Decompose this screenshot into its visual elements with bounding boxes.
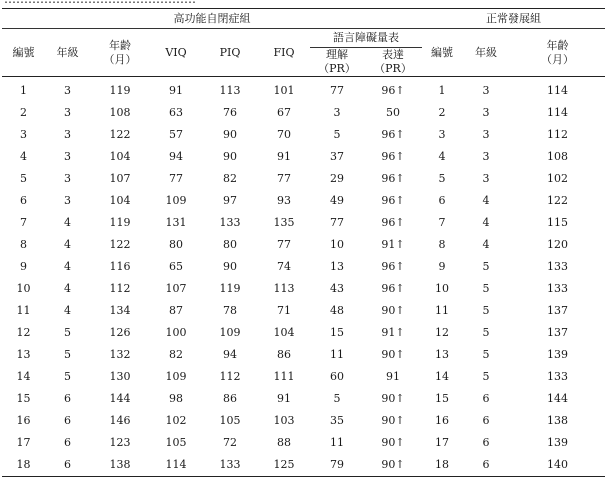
cell-td-id: 4 bbox=[438, 150, 446, 163]
cell-td-age-months: 120 bbox=[547, 238, 568, 251]
cell-id: 7 bbox=[20, 216, 27, 229]
cell-grade: 3 bbox=[64, 106, 71, 119]
cell-viq: 109 bbox=[165, 370, 187, 383]
cell-td-grade: 3 bbox=[482, 106, 490, 119]
cell-id: 3 bbox=[20, 128, 27, 141]
cell-id: 1 bbox=[20, 84, 27, 97]
cell-td-id: 14 bbox=[435, 370, 449, 383]
cell-fiq: 111 bbox=[273, 370, 295, 383]
cell-viq: 77 bbox=[169, 172, 183, 185]
cell-piq: 90 bbox=[223, 260, 237, 273]
cell-viq: 82 bbox=[169, 348, 183, 361]
cell-fiq: 74 bbox=[277, 260, 291, 273]
cell-comprehension-pr: 5 bbox=[333, 392, 341, 405]
col-header-fiq: FIQ bbox=[258, 29, 310, 77]
cell-fiq: 103 bbox=[273, 414, 295, 427]
cell-td-grade: 5 bbox=[482, 260, 490, 273]
cell-piq: 72 bbox=[223, 436, 237, 449]
cell-td-id: 13 bbox=[435, 348, 449, 361]
cell-id: 14 bbox=[16, 370, 31, 383]
cell-fiq: 88 bbox=[277, 436, 291, 449]
cell-td-grade: 4 bbox=[482, 238, 490, 251]
col-header-id: 編號 bbox=[2, 29, 45, 77]
cell-id: 18 bbox=[2, 454, 45, 477]
cell-age-months: 134 bbox=[109, 304, 131, 317]
cell-age-months: 119 bbox=[109, 216, 131, 229]
cell-comprehension-pr: 11 bbox=[330, 436, 344, 449]
cell-age-months: 112 bbox=[109, 282, 131, 295]
cell-td-id: 1 bbox=[438, 84, 446, 97]
cell-comprehension-pr: 49 bbox=[330, 194, 344, 207]
cell-id: 17 bbox=[16, 436, 31, 449]
cell-expression-pr: 96↑ bbox=[381, 260, 405, 273]
cell-piq: 80 bbox=[223, 238, 237, 251]
cell-id: 11 bbox=[16, 304, 31, 317]
cell-id: 16 bbox=[16, 414, 31, 427]
cell-td-grade: 3 bbox=[482, 128, 490, 141]
cell-comprehension-pr: 60 bbox=[330, 370, 344, 383]
table-row bbox=[2, 190, 605, 212]
cell-td-id: 5 bbox=[438, 172, 446, 185]
cell-age-months: 130 bbox=[109, 370, 131, 383]
cell-age-months: 122 bbox=[109, 128, 131, 141]
cell-td-age-months: 114 bbox=[547, 106, 568, 119]
cell-td-id: 9 bbox=[438, 260, 446, 273]
cell-expression-pr: 96↑ bbox=[381, 194, 405, 207]
cell-viq: 98 bbox=[169, 392, 183, 405]
col-header-td-age-line1: 年齡 bbox=[546, 38, 569, 52]
table-row bbox=[2, 410, 605, 432]
cell-td-id: 18 bbox=[422, 454, 462, 477]
cell-expression-pr: 96↑ bbox=[381, 150, 405, 163]
cell-expression-pr: 91↑ bbox=[381, 326, 405, 339]
cell-comprehension-pr: 43 bbox=[330, 282, 344, 295]
cell-piq: 105 bbox=[219, 414, 241, 427]
cell-id: 13 bbox=[16, 348, 31, 361]
cell-viq: 131 bbox=[165, 216, 187, 229]
cell-td-grade: 5 bbox=[482, 326, 490, 339]
cell-grade: 4 bbox=[64, 282, 71, 295]
language-scale-header: 語言障礙量表 bbox=[310, 29, 422, 48]
table-caption-text bbox=[4, 0, 196, 6]
cell-grade: 3 bbox=[64, 150, 71, 163]
cell-td-grade: 6 bbox=[482, 414, 490, 427]
cell-td-grade: 6 bbox=[482, 392, 490, 405]
cell-td-age-months: 112 bbox=[547, 128, 568, 141]
table-row bbox=[2, 322, 605, 344]
cell-fiq: 86 bbox=[277, 348, 291, 361]
cell-td-id: 12 bbox=[435, 326, 449, 339]
participant-table bbox=[2, 8, 605, 477]
cell-age-months: 126 bbox=[109, 326, 131, 339]
cell-td-age-months: 114 bbox=[547, 84, 568, 97]
table-row bbox=[2, 432, 605, 454]
cell-piq: 78 bbox=[223, 304, 237, 317]
col-header-expression-line2: （PR） bbox=[374, 62, 412, 75]
cell-comprehension-pr: 35 bbox=[330, 414, 344, 427]
col-header-age bbox=[90, 29, 150, 77]
cell-td-grade: 5 bbox=[482, 304, 490, 317]
cell-fiq: 91 bbox=[277, 150, 291, 163]
cell-grade: 4 bbox=[64, 304, 71, 317]
cell-td-age-months: 122 bbox=[547, 194, 568, 207]
cell-viq: 87 bbox=[169, 304, 183, 317]
autism-group-header: 高功能自閉症組 bbox=[2, 9, 422, 29]
table-row bbox=[2, 77, 605, 103]
cell-td-age-months: 133 bbox=[547, 260, 568, 273]
cell-grade: 3 bbox=[64, 172, 71, 185]
cell-comprehension-pr: 5 bbox=[333, 128, 341, 141]
cell-expression-pr: 96↑ bbox=[381, 128, 405, 141]
cell-td-age-months: 140 bbox=[510, 454, 605, 477]
cell-id: 6 bbox=[20, 194, 27, 207]
col-header-comprehension bbox=[310, 48, 364, 77]
cell-td-id: 8 bbox=[438, 238, 446, 251]
cell-td-age-months: 108 bbox=[547, 150, 568, 163]
cell-expression-pr: 96↑ bbox=[381, 282, 405, 295]
cell-td-grade: 3 bbox=[482, 150, 490, 163]
col-header-expression-line1: 表達 bbox=[382, 48, 404, 61]
cell-age-months: 116 bbox=[109, 260, 131, 273]
cell-fiq: 70 bbox=[277, 128, 291, 141]
cell-piq: 86 bbox=[223, 392, 237, 405]
cell-grade: 6 bbox=[64, 436, 71, 449]
cell-piq: 119 bbox=[219, 282, 241, 295]
cell-comprehension-pr: 3 bbox=[333, 106, 341, 119]
cell-viq: 80 bbox=[169, 238, 183, 251]
cell-td-grade: 5 bbox=[482, 282, 490, 295]
cell-comprehension-pr: 29 bbox=[330, 172, 344, 185]
cell-grade: 6 bbox=[45, 454, 90, 477]
cell-fiq: 91 bbox=[277, 392, 291, 405]
cell-td-age-months: 137 bbox=[547, 304, 568, 317]
cell-fiq: 71 bbox=[277, 304, 291, 317]
cell-viq: 100 bbox=[165, 326, 187, 339]
cell-piq: 109 bbox=[219, 326, 241, 339]
cell-age-months: 144 bbox=[109, 392, 131, 405]
cell-piq: 133 bbox=[219, 216, 241, 229]
cell-id: 10 bbox=[16, 282, 31, 295]
cell-expression-pr: 96↑ bbox=[381, 216, 405, 229]
cell-td-age-months: 115 bbox=[547, 216, 568, 229]
table-row bbox=[2, 102, 605, 124]
cell-grade: 4 bbox=[64, 238, 71, 251]
cell-fiq: 113 bbox=[273, 282, 295, 295]
col-header-comprehension-line2: （PR） bbox=[318, 62, 356, 75]
cell-comprehension-pr: 11 bbox=[330, 348, 344, 361]
cell-td-id: 15 bbox=[435, 392, 449, 405]
cell-fiq: 77 bbox=[277, 172, 291, 185]
cell-id: 5 bbox=[20, 172, 27, 185]
cell-td-age-months: 102 bbox=[547, 172, 568, 185]
table-row bbox=[2, 366, 605, 388]
cell-grade: 4 bbox=[64, 260, 71, 273]
cell-age-months: 138 bbox=[90, 454, 150, 477]
table-body bbox=[2, 77, 605, 477]
cell-piq: 90 bbox=[223, 150, 237, 163]
cell-age-months: 107 bbox=[109, 172, 131, 185]
cell-td-grade: 4 bbox=[482, 194, 490, 207]
table-row bbox=[2, 124, 605, 146]
cell-id: 12 bbox=[16, 326, 31, 339]
cell-age-months: 122 bbox=[109, 238, 131, 251]
cell-piq: 133 bbox=[202, 454, 258, 477]
col-header-viq: VIQ bbox=[150, 29, 202, 77]
cell-viq: 63 bbox=[169, 106, 183, 119]
cell-age-months: 119 bbox=[109, 84, 131, 97]
cell-td-grade: 6 bbox=[462, 454, 510, 477]
cell-grade: 5 bbox=[64, 348, 71, 361]
table-row bbox=[2, 256, 605, 278]
table-row bbox=[2, 212, 605, 234]
cell-grade: 3 bbox=[64, 84, 71, 97]
cell-comprehension-pr: 10 bbox=[330, 238, 344, 251]
cell-piq: 97 bbox=[223, 194, 237, 207]
col-header-td-grade: 年級 bbox=[462, 29, 510, 77]
cell-td-age-months: 139 bbox=[547, 436, 568, 449]
cell-expression-pr: 96↑ bbox=[381, 172, 405, 185]
cell-piq: 76 bbox=[223, 106, 237, 119]
cell-td-age-months: 139 bbox=[547, 348, 568, 361]
cell-td-id: 6 bbox=[438, 194, 446, 207]
cell-age-months: 123 bbox=[109, 436, 131, 449]
cell-comprehension-pr: 37 bbox=[330, 150, 344, 163]
cell-piq: 94 bbox=[223, 348, 237, 361]
cell-fiq: 93 bbox=[277, 194, 291, 207]
cell-id: 8 bbox=[20, 238, 27, 251]
cell-td-id: 2 bbox=[438, 106, 446, 119]
typical-group-header: 正常發展組 bbox=[422, 9, 605, 29]
cell-comprehension-pr: 48 bbox=[330, 304, 344, 317]
cell-fiq: 67 bbox=[277, 106, 291, 119]
cell-id: 15 bbox=[16, 392, 31, 405]
cell-td-grade: 5 bbox=[482, 370, 490, 383]
col-header-expression bbox=[364, 48, 422, 77]
col-header-age-line2: （月） bbox=[103, 52, 137, 66]
cell-id: 9 bbox=[20, 260, 27, 273]
cell-td-id: 3 bbox=[438, 128, 446, 141]
cell-fiq: 135 bbox=[273, 216, 295, 229]
cell-piq: 113 bbox=[219, 84, 241, 97]
cell-comprehension-pr: 77 bbox=[330, 84, 344, 97]
col-header-grade: 年級 bbox=[45, 29, 90, 77]
table-row bbox=[2, 454, 605, 477]
cell-viq: 107 bbox=[165, 282, 187, 295]
cell-age-months: 104 bbox=[109, 150, 131, 163]
cell-viq: 57 bbox=[169, 128, 183, 141]
col-header-age-line1: 年齡 bbox=[109, 38, 131, 52]
cell-grade: 6 bbox=[64, 414, 71, 427]
col-header-piq: PIQ bbox=[202, 29, 258, 77]
cell-td-id: 10 bbox=[435, 282, 449, 295]
cell-td-id: 16 bbox=[435, 414, 449, 427]
cell-comprehension-pr: 77 bbox=[330, 216, 344, 229]
cell-expression-pr: 90↑ bbox=[381, 414, 405, 427]
cell-grade: 3 bbox=[64, 194, 71, 207]
cell-comprehension-pr: 13 bbox=[330, 260, 344, 273]
cell-expression-pr: 90↑ bbox=[364, 454, 422, 477]
cell-age-months: 146 bbox=[109, 414, 131, 427]
table-row bbox=[2, 388, 605, 410]
cell-expression-pr: 90↑ bbox=[381, 392, 405, 405]
cell-td-age-months: 137 bbox=[547, 326, 568, 339]
cell-td-id: 7 bbox=[438, 216, 446, 229]
table-row bbox=[2, 168, 605, 190]
cell-expression-pr: 96↑ bbox=[381, 84, 405, 97]
cell-id: 2 bbox=[20, 106, 27, 119]
cell-fiq: 125 bbox=[258, 454, 310, 477]
cell-expression-pr: 50 bbox=[386, 106, 400, 119]
cell-viq: 91 bbox=[169, 84, 183, 97]
col-header-comprehension-line1: 理解 bbox=[326, 48, 348, 61]
cell-expression-pr: 91↑ bbox=[381, 238, 405, 251]
cell-td-grade: 3 bbox=[482, 172, 490, 185]
cell-viq: 114 bbox=[150, 454, 202, 477]
cell-td-id: 11 bbox=[435, 304, 449, 317]
cell-grade: 3 bbox=[64, 128, 71, 141]
table-row bbox=[2, 234, 605, 256]
cell-fiq: 77 bbox=[277, 238, 291, 251]
cell-viq: 102 bbox=[165, 414, 187, 427]
table-row bbox=[2, 300, 605, 322]
cell-td-age-months: 133 bbox=[547, 370, 568, 383]
cell-piq: 90 bbox=[223, 128, 237, 141]
cell-expression-pr: 90↑ bbox=[381, 348, 405, 361]
cell-grade: 6 bbox=[64, 392, 71, 405]
cell-id: 4 bbox=[20, 150, 27, 163]
table-row bbox=[2, 344, 605, 366]
cell-viq: 94 bbox=[169, 150, 183, 163]
cell-grade: 5 bbox=[64, 326, 71, 339]
cell-comprehension-pr: 15 bbox=[330, 326, 344, 339]
cell-expression-pr: 90↑ bbox=[381, 436, 405, 449]
table-row bbox=[2, 146, 605, 168]
cell-td-age-months: 138 bbox=[547, 414, 568, 427]
col-header-td-age bbox=[510, 29, 605, 77]
cell-td-grade: 5 bbox=[482, 348, 490, 361]
cell-td-grade: 3 bbox=[482, 84, 490, 97]
cell-viq: 105 bbox=[165, 436, 187, 449]
cell-age-months: 132 bbox=[109, 348, 131, 361]
cell-comprehension-pr: 79 bbox=[310, 454, 364, 477]
cell-fiq: 104 bbox=[273, 326, 295, 339]
col-header-td-id: 編號 bbox=[422, 29, 462, 77]
cell-td-age-months: 133 bbox=[547, 282, 568, 295]
cell-piq: 112 bbox=[219, 370, 241, 383]
cell-grade: 5 bbox=[64, 370, 71, 383]
cell-age-months: 108 bbox=[109, 106, 131, 119]
cell-piq: 82 bbox=[223, 172, 237, 185]
cell-expression-pr: 91 bbox=[386, 370, 400, 383]
cell-td-id: 17 bbox=[435, 436, 449, 449]
cell-viq: 65 bbox=[169, 260, 183, 273]
col-header-td-age-line2: （月） bbox=[541, 52, 574, 66]
cell-td-grade: 4 bbox=[482, 216, 490, 229]
cell-td-age-months: 144 bbox=[547, 392, 568, 405]
table-caption bbox=[0, 0, 190, 6]
cell-viq: 109 bbox=[165, 194, 187, 207]
table-row bbox=[2, 278, 605, 300]
cell-grade: 4 bbox=[64, 216, 71, 229]
cell-fiq: 101 bbox=[273, 84, 295, 97]
cell-td-grade: 6 bbox=[482, 436, 490, 449]
cell-age-months: 104 bbox=[109, 194, 131, 207]
cell-expression-pr: 90↑ bbox=[381, 304, 405, 317]
